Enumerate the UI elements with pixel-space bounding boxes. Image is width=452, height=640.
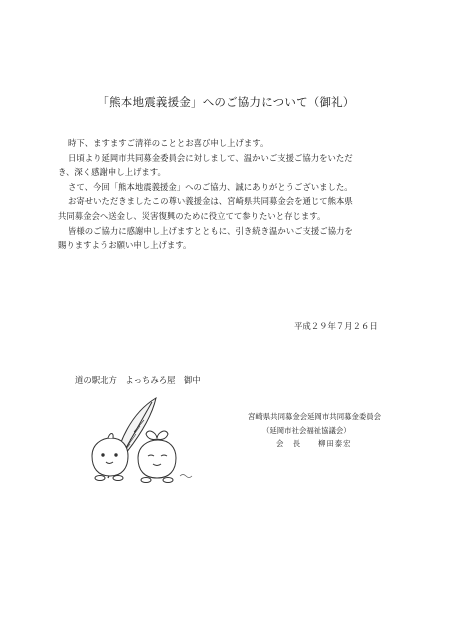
red-feather-mascot-illustration	[78, 392, 218, 494]
body-line: 賜りますようお願い申し上げます。	[58, 240, 192, 251]
sender-suborganization: （延岡市社会福祉協議会）	[262, 425, 351, 435]
sender-block	[248, 410, 381, 451]
letter-body	[58, 136, 398, 253]
sender-chairperson: 会 長 柳田泰宏	[276, 439, 352, 448]
body-line: き、深く感謝申し上げます。	[58, 167, 166, 178]
body-line: 日頃より延岡市共同募金委員会に対しまして、温かいご支援ご協力をいただ	[68, 152, 353, 163]
letter-title: 「熊本地震義援金」へのご協力について（御礼）	[97, 95, 355, 109]
body-line: 共同募金会へ送金し、災害復興のために役立てて参りたいと存じます。	[58, 210, 326, 221]
body-line: 時下、ますますご清祥のこととお喜び申し上げます。	[68, 138, 269, 148]
letter-date: 平成２９年７月２６日	[294, 321, 378, 331]
sender-organization: 宮崎県共同募金会延岡市共同募金委員会	[248, 412, 382, 421]
mascot-right	[138, 431, 176, 482]
body-line: お寄せいただきましたこの尊い義援金は、宮崎県共同募金会を通じて熊本県	[68, 196, 353, 207]
body-line: 皆様のご協力に感謝申し上げますとともに、引き続き温かいご支援ご協力を	[68, 225, 353, 236]
recipient-line: 道の駅北方 よっちみろ屋 御中	[75, 375, 201, 385]
signature-scribble	[180, 475, 192, 478]
body-line: さて、今回「熊本地震義援金」へのご協力、誠にありがとうございました。	[68, 181, 353, 192]
